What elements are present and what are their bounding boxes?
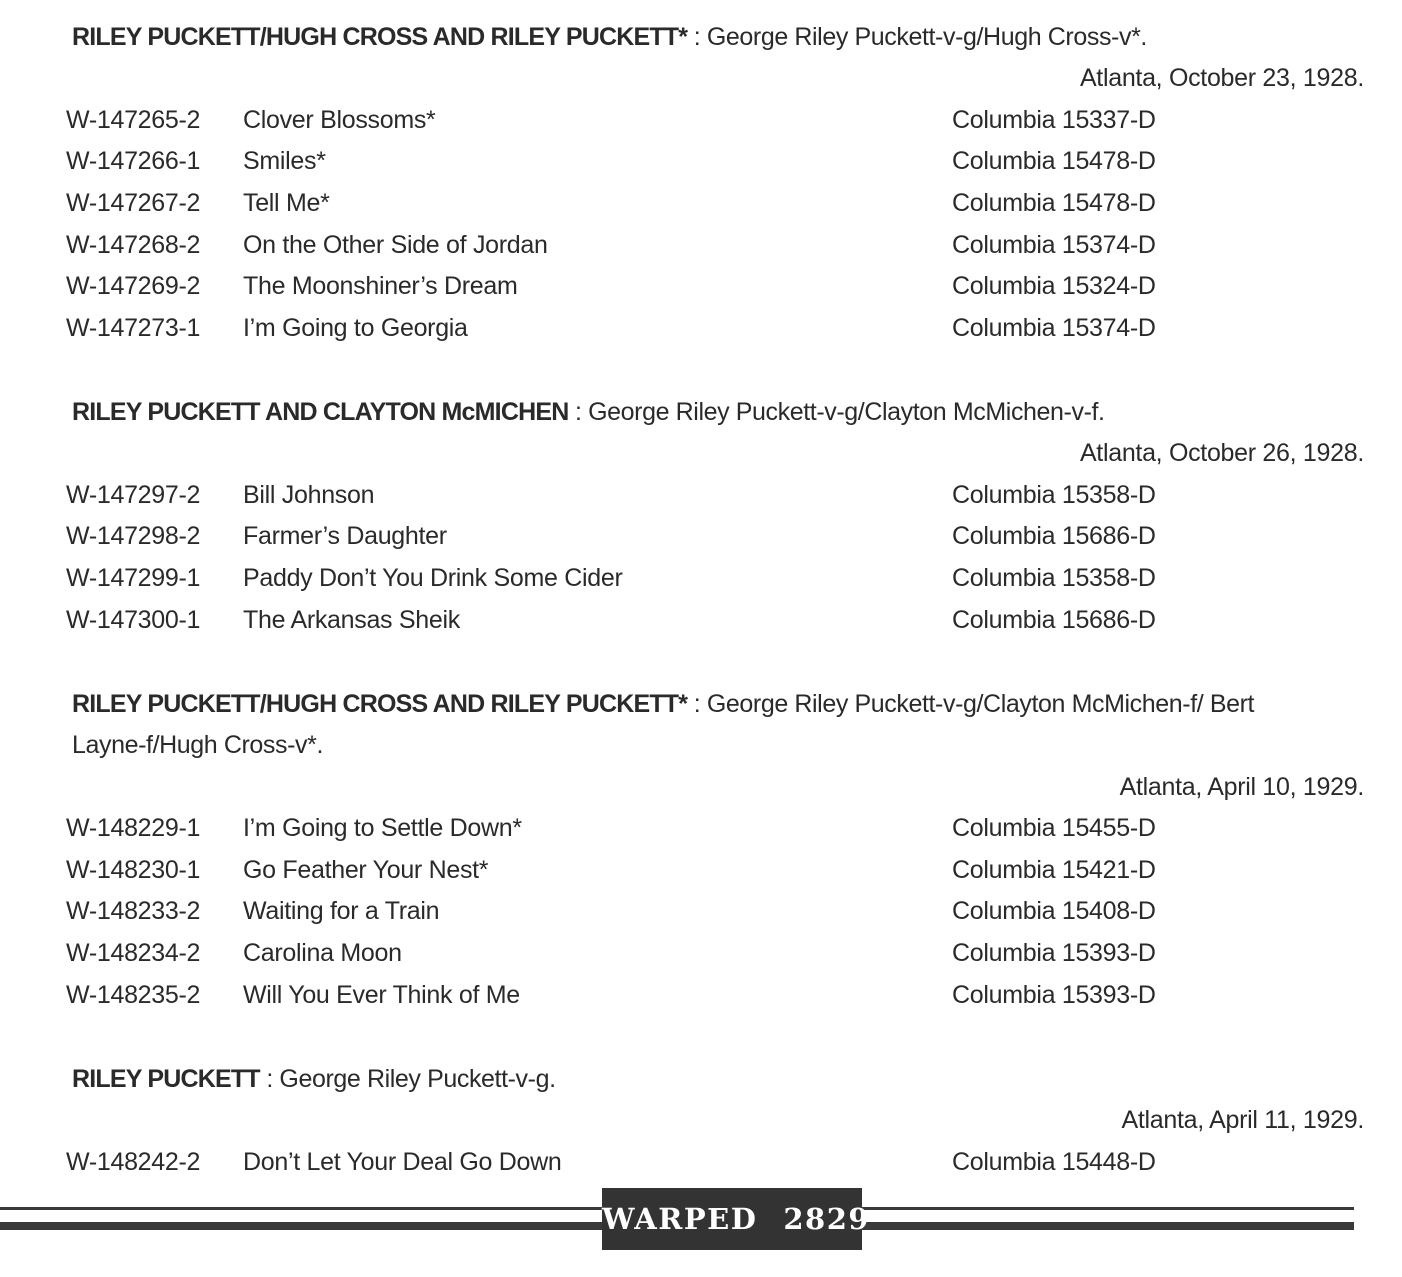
issue-number: Columbia 15358-D	[952, 564, 1156, 592]
issue-number: Columbia 15374-D	[952, 231, 1156, 259]
session-header	[72, 17, 1302, 58]
song-title: Go Feather Your Nest*	[243, 856, 489, 884]
issue-number: Columbia 15686-D	[952, 606, 1156, 634]
matrix-number: W-147265-2	[66, 106, 201, 134]
issue-number: Columbia 15478-D	[952, 147, 1156, 175]
track-row	[66, 808, 1366, 849]
recording-place-date: Atlanta, April 10, 1929.	[1119, 773, 1364, 801]
personnel: : George Riley Puckett-v-g/Clayton McMichen-v-f.	[568, 398, 1105, 426]
issue-number: Columbia 15337-D	[952, 106, 1156, 134]
matrix-number: W-147268-2	[66, 231, 201, 259]
track-row	[66, 516, 1366, 557]
track-row	[66, 600, 1366, 641]
matrix-number: W-147273-1	[66, 314, 201, 342]
footer-label: WARPED	[602, 1202, 758, 1236]
issue-number: Columbia 15374-D	[952, 314, 1156, 342]
matrix-number: W-147299-1	[66, 564, 201, 592]
song-title: Clover Blossoms*	[243, 106, 436, 134]
issue-number: Columbia 15324-D	[952, 272, 1156, 300]
issue-number: Columbia 15686-D	[952, 522, 1156, 550]
track-row	[66, 266, 1366, 307]
matrix-number: W-148234-2	[66, 939, 201, 967]
recording-place-date: Atlanta, October 26, 1928.	[1079, 439, 1364, 467]
artist-name: RILEY PUCKETT/HUGH CROSS AND RILEY PUCKETT*	[72, 690, 688, 718]
song-title: On the Other Side of Jordan	[243, 231, 548, 259]
matrix-number: W-147266-1	[66, 147, 201, 175]
track-row	[66, 100, 1366, 141]
song-title: Smiles*	[243, 147, 326, 175]
song-title: Don’t Let Your Deal Go Down	[243, 1148, 562, 1176]
issue-number: Columbia 15478-D	[952, 189, 1156, 217]
matrix-number: W-147300-1	[66, 606, 201, 634]
song-title: Waiting for a Train	[243, 897, 440, 925]
song-title: Tell Me*	[243, 189, 330, 217]
personnel: : George Riley Puckett-v-g/Hugh Cross-v*.	[687, 23, 1147, 51]
issue-number: Columbia 15421-D	[952, 856, 1156, 884]
matrix-number: W-147297-2	[66, 481, 201, 509]
recording-place-date: Atlanta, April 11, 1929.	[1121, 1106, 1364, 1134]
session-header	[72, 392, 1302, 433]
song-title: I’m Going to Georgia	[243, 314, 468, 342]
song-title: Will You Ever Think of Me	[243, 981, 520, 1009]
matrix-number: W-148230-1	[66, 856, 201, 884]
matrix-number: W-148229-1	[66, 814, 201, 842]
matrix-number: W-148233-2	[66, 897, 201, 925]
track-row	[66, 850, 1366, 891]
session-header	[72, 684, 1302, 766]
song-title: I’m Going to Settle Down*	[243, 814, 522, 842]
song-title: The Arkansas Sheik	[243, 606, 460, 634]
artist-name: RILEY PUCKETT	[72, 1065, 260, 1093]
issue-number: Columbia 15393-D	[952, 981, 1156, 1009]
page-footer-badge	[602, 1188, 871, 1250]
matrix-number: W-147267-2	[66, 189, 201, 217]
track-row	[66, 891, 1366, 932]
song-title: Farmer’s Daughter	[243, 522, 447, 550]
song-title: Paddy Don’t You Drink Some Cider	[243, 564, 623, 592]
song-title: Bill Johnson	[243, 481, 375, 509]
track-row	[66, 933, 1366, 974]
artist-name: RILEY PUCKETT AND CLAYTON McMICHEN	[72, 398, 569, 426]
matrix-number: W-148242-2	[66, 1148, 201, 1176]
matrix-number: W-147298-2	[66, 522, 201, 550]
song-title: Carolina Moon	[243, 939, 402, 967]
track-row	[66, 183, 1366, 224]
track-row	[66, 558, 1366, 599]
personnel: : George Riley Puckett-v-g/Clayton McMichen-f/ Bert Layne-f/Hugh Cross-v*.	[72, 690, 1255, 759]
recording-place-date: Atlanta, October 23, 1928.	[1079, 64, 1364, 92]
issue-number: Columbia 15408-D	[952, 897, 1156, 925]
personnel: : George Riley Puckett-v-g.	[259, 1065, 556, 1093]
page-number: 2829	[783, 1202, 871, 1236]
artist-name: RILEY PUCKETT/HUGH CROSS AND RILEY PUCKETT*	[72, 23, 688, 51]
issue-number: Columbia 15358-D	[952, 481, 1156, 509]
track-row	[66, 475, 1366, 516]
song-title: The Moonshiner’s Dream	[243, 272, 518, 300]
matrix-number: W-147269-2	[66, 272, 201, 300]
track-row	[66, 1142, 1366, 1183]
issue-number: Columbia 15455-D	[952, 814, 1156, 842]
track-row	[66, 225, 1366, 266]
track-row	[66, 141, 1366, 182]
session-header	[72, 1059, 1302, 1100]
issue-number: Columbia 15448-D	[952, 1148, 1156, 1176]
issue-number: Columbia 15393-D	[952, 939, 1156, 967]
track-row	[66, 308, 1366, 349]
track-row	[66, 975, 1366, 1016]
matrix-number: W-148235-2	[66, 981, 201, 1009]
